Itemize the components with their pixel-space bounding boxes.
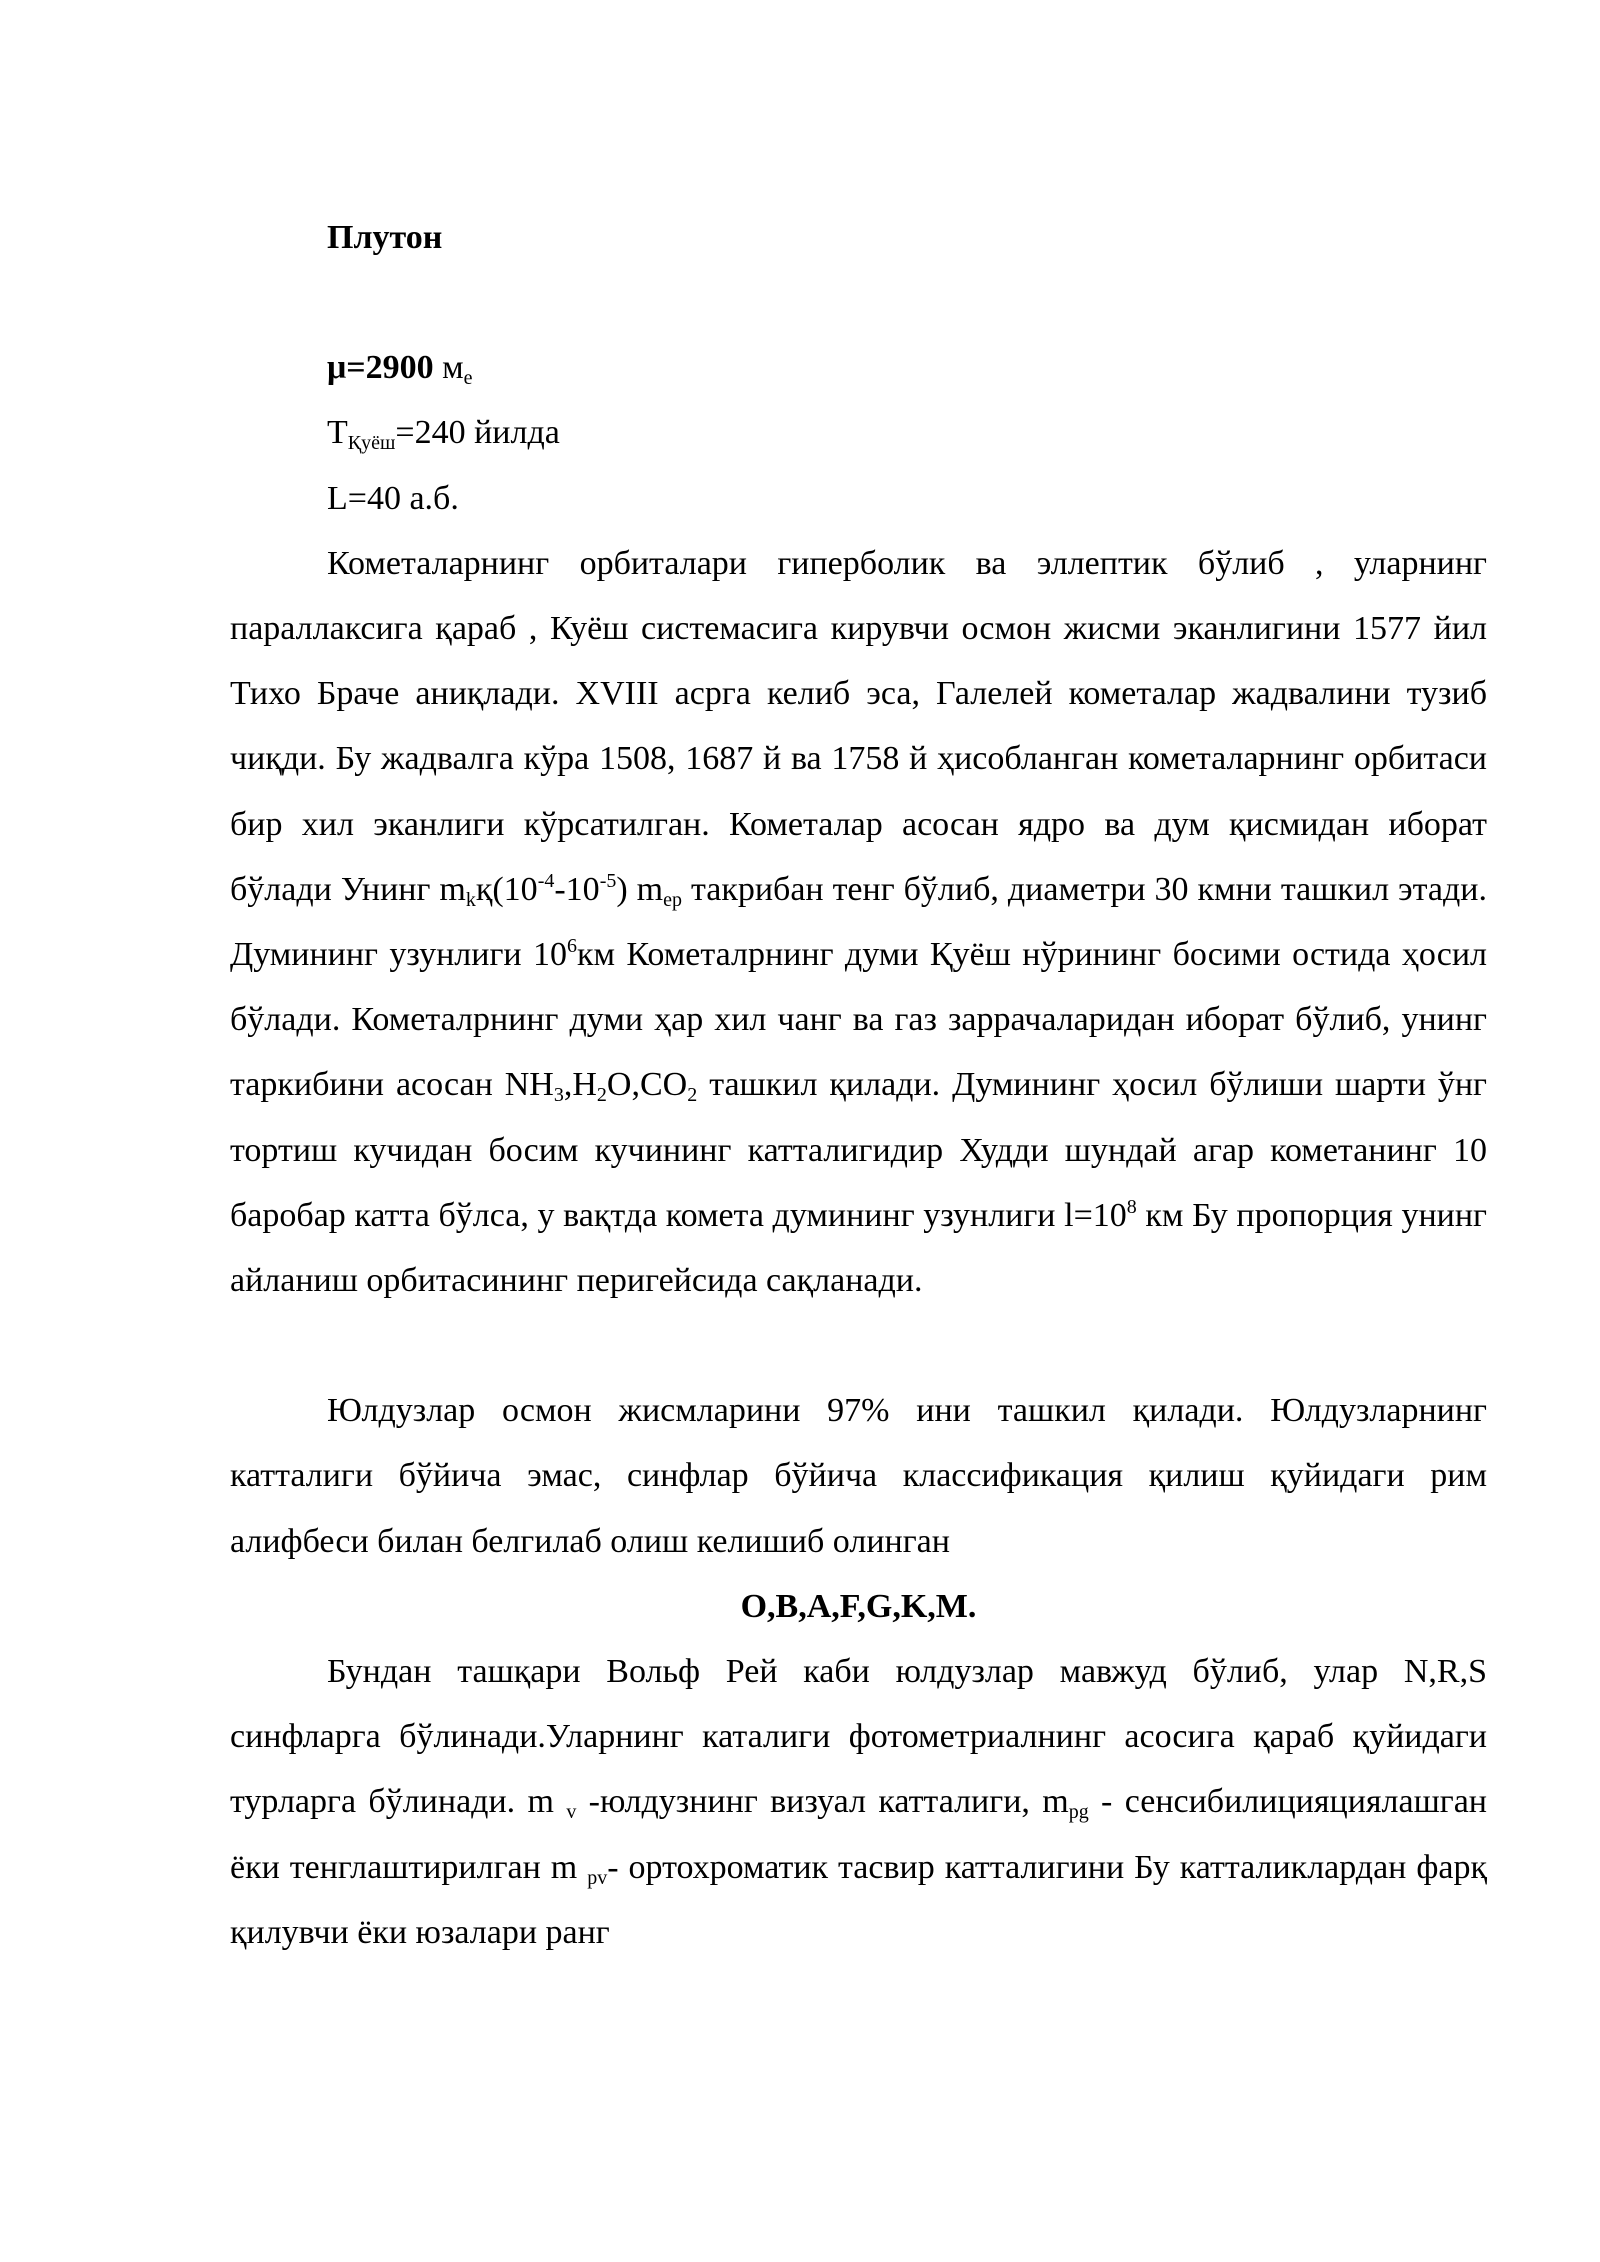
comets-sub-ep: ep bbox=[663, 888, 682, 911]
magnitudes-text-2: -юлдузнинг визуал катталиги, m bbox=[576, 1783, 1069, 1821]
period-subscript: Қуёш bbox=[347, 432, 396, 455]
period-line bbox=[230, 400, 1487, 465]
period-symbol: Т bbox=[327, 414, 348, 452]
mass-unit-subscript: е bbox=[463, 367, 473, 390]
magnitudes-paragraph bbox=[230, 1639, 1487, 1965]
comets-sub-2a: 2 bbox=[596, 1084, 607, 1107]
document-body bbox=[230, 205, 1487, 1965]
comets-sup-6: 6 bbox=[567, 935, 577, 958]
spectral-classes-line: O,B,A,F,G,K,M. bbox=[740, 1587, 977, 1625]
comets-text-2: қ(10 bbox=[475, 870, 538, 908]
magnitudes-sub-pg: pg bbox=[1068, 1801, 1089, 1824]
magnitudes-text-1: Бундан ташқари Вольф Рей каби юлдузлар мавжуд бўлиб, улар N,R,S синфларга бўлинади.Уларнинг каталиги фотометриалнинг асосига қараб қуйидаги турларга бўлинади. m bbox=[230, 1653, 1487, 1821]
section-title: Плутон bbox=[327, 219, 443, 256]
comets-sub-3: 3 bbox=[553, 1084, 564, 1107]
comets-sub-2b: 2 bbox=[687, 1084, 698, 1107]
magnitudes-sub-v: v bbox=[566, 1801, 577, 1824]
magnitudes-text-3: - сенсибилицияциялашган ёки тенглаштирилган m bbox=[230, 1783, 1487, 1886]
comets-text-3: -10 bbox=[554, 870, 600, 908]
magnitudes-sub-pv: pv bbox=[587, 1866, 608, 1889]
comets-text-10: км Бу пропорция унинг айланиш орбитасининг перигейсида сақланади. bbox=[230, 1196, 1487, 1300]
paragraph-gap bbox=[230, 1313, 1487, 1378]
comets-text-8: O,CO bbox=[606, 1066, 688, 1104]
mass-line bbox=[230, 335, 1487, 400]
comets-sup-5: -5 bbox=[599, 869, 617, 892]
comets-text-7: ,H bbox=[563, 1066, 597, 1104]
distance-line: L=40 а.б. bbox=[327, 479, 459, 517]
period-value: =240 йилда bbox=[395, 414, 560, 452]
comets-text-4: ) m bbox=[616, 870, 664, 908]
comets-text-1: Кометаларнинг орбиталари гиперболик ва эллептик бўлиб , уларнинг параллаксига қараб , Куёш системасига кирувчи осмон жисми эканлигини 1577 йил Тихо Браче аниқлади. XVIII асрга келиб эса, Галелей кометалар жадвалини тузиб чиқди. Бу жадвалга кўра 1508, 1687 й ва 1758 й ҳисобланган кометаларнинг орбитаси бир хил эканлиги кўрсатилган. Кометалар асосан ядро ва дум қисмидан иборат бўлади Унинг m bbox=[230, 544, 1487, 908]
comets-sup-4: -4 bbox=[537, 869, 555, 892]
mass-value: μ=2900 bbox=[327, 349, 434, 387]
comets-text-5: такрибан тенг бўлиб, диаметри 30 кмни ташкил этади. Думининг узунлиги 10 bbox=[230, 870, 1487, 974]
comets-paragraph bbox=[230, 531, 1487, 1313]
mass-unit: м bbox=[442, 349, 464, 387]
magnitudes-text-4: - ортохроматик тасвир катталигини Бу катталиклардан фарқ қилувчи ёки юзалари ранг bbox=[230, 1848, 1487, 1951]
comets-text-6: км Кометалрнинг думи Қуёш нўрининг босими остида ҳосил бўлади. Кометалрнинг думи ҳар хил чанг ва газ заррачаларидан иборат бўлиб, унинг таркибини асосан NH bbox=[230, 936, 1487, 1104]
comets-sub-k: k bbox=[465, 888, 476, 911]
comets-sup-8: 8 bbox=[1126, 1195, 1137, 1218]
stars-paragraph: Юлдузлар осмон жисмларини 97% ини ташкил қилади. Юлдузларнинг катталиги бўйича эмас, синфлар бўйича классификация қилиш қуйидаги рим алифбеси билан белгилаб олиш келишиб олинган bbox=[230, 1392, 1487, 1560]
comets-text-9: ташкил қилади. Думининг ҳосил бўлиши шарти ўнг тортиш кучидан босим кучининг катталигидир Худди шундай агар кометанинг 10 баробар катта бўлса, у вақтда комета думининг узунлиги l=10 bbox=[230, 1066, 1488, 1234]
